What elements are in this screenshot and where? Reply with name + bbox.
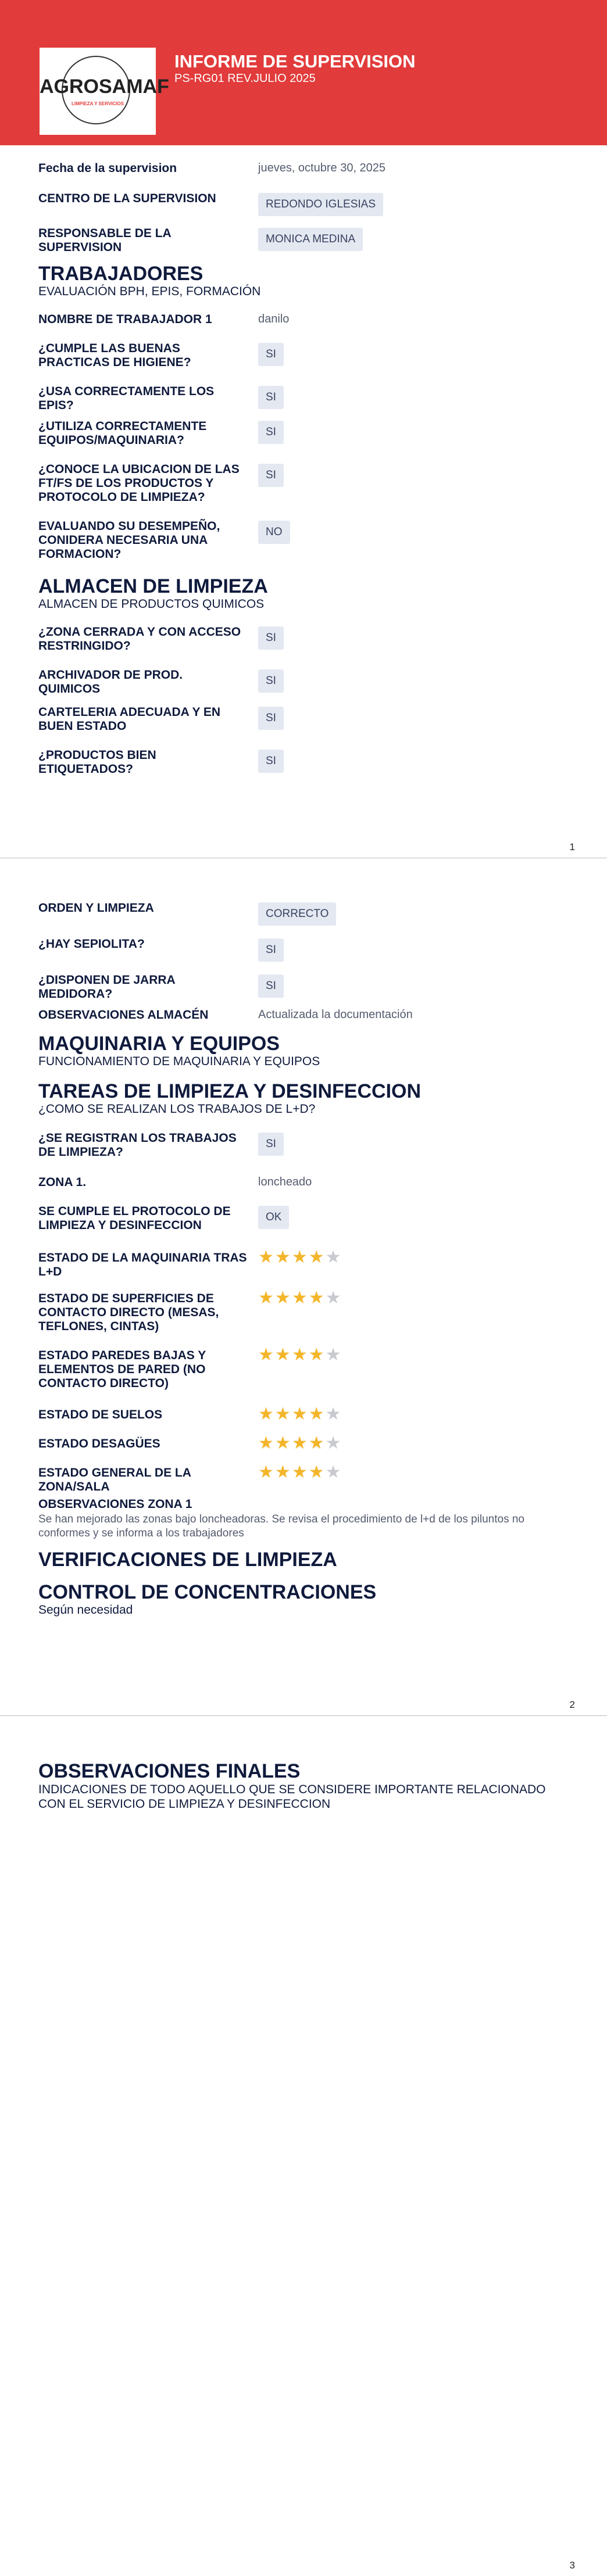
- star-filled-icon[interactable]: ★: [291, 1248, 309, 1267]
- field-value: SI: [258, 974, 284, 998]
- section-subtitle-maquinaria: FUNCIONAMIENTO DE MAQUINARIA Y EQUIPOS: [38, 1055, 320, 1068]
- field-label: Fecha de la supervision: [38, 162, 177, 175]
- star-filled-icon[interactable]: ★: [308, 1434, 326, 1453]
- field-value: SI: [258, 421, 284, 444]
- field-label: OBSERVACIONES ZONA 1: [38, 1497, 192, 1511]
- section-title-tareas: TAREAS DE LIMPIEZA Y DESINFECCION: [38, 1080, 422, 1102]
- star-filled-icon[interactable]: ★: [258, 1345, 275, 1364]
- star-filled-icon[interactable]: ★: [274, 1463, 292, 1482]
- report-header: [0, 0, 607, 145]
- field-label: ORDEN Y LIMPIEZA: [38, 901, 154, 915]
- rating-label: ESTADO DE SUELOS: [38, 1408, 163, 1421]
- field-label: ¿DISPONEN DE JARRA MEDIDORA?: [38, 973, 175, 1001]
- star-filled-icon[interactable]: ★: [258, 1405, 275, 1424]
- field-label: ¿USA CORRECTAMENTE LOS EPIS?: [38, 385, 215, 412]
- star-empty-icon[interactable]: ★: [325, 1434, 342, 1453]
- field-label: ARCHIVADOR DE PROD. QUIMICOS: [38, 668, 183, 696]
- field-value: danilo: [258, 313, 290, 325]
- field-label: ¿CONOCE LA UBICACION DE LAS FT/FS DE LOS PRODUCTOS Y PROTOCOLO DE LIMPIEZA?: [38, 463, 240, 504]
- logo-subtext: LIMPIEZA Y SERVICIOS: [72, 101, 124, 106]
- field-value: Actualizada la documentación: [258, 1008, 413, 1021]
- field-value: SI: [258, 386, 284, 409]
- star-filled-icon[interactable]: ★: [308, 1463, 326, 1482]
- section-title-observaciones-finales: OBSERVACIONES FINALES: [38, 1760, 301, 1782]
- rating-label: ESTADO PAREDES BAJAS Y ELEMENTOS DE PARED (NO CONTACTO DIRECTO): [38, 1349, 206, 1390]
- star-filled-icon[interactable]: ★: [308, 1248, 326, 1267]
- star-empty-icon[interactable]: ★: [325, 1463, 342, 1482]
- field-value: SI: [258, 750, 284, 773]
- report-code: PS-RG01 REV.JULIO 2025: [174, 72, 316, 85]
- star-filled-icon[interactable]: ★: [274, 1288, 292, 1307]
- field-label: ¿SE REGISTRAN LOS TRABAJOS DE LIMPIEZA?: [38, 1131, 237, 1159]
- star-empty-icon[interactable]: ★: [325, 1288, 342, 1307]
- observaciones-zona-1-text: Se han mejorado las zonas bajo loncheadoras. Se revisa el procedimiento de l+d de los piluntos no conformes y se informa a los trabajadores: [38, 1513, 524, 1539]
- field-value: SI: [258, 707, 284, 730]
- company-logo: [40, 48, 169, 135]
- section-subtitle-tareas: ¿COMO SE REALIZAN LOS TRABAJOS DE L+D?: [38, 1102, 316, 1116]
- field-value: SI: [258, 669, 284, 693]
- star-rating[interactable]: [258, 1346, 342, 1364]
- star-filled-icon[interactable]: ★: [274, 1248, 292, 1267]
- field-label: ¿HAY SEPIOLITA?: [38, 937, 145, 951]
- star-filled-icon[interactable]: ★: [258, 1248, 275, 1267]
- field-value: NO: [258, 521, 290, 544]
- field-value: SI: [258, 464, 284, 487]
- star-filled-icon[interactable]: ★: [291, 1434, 309, 1453]
- field-value: CORRECTO: [258, 902, 336, 926]
- page-1: [0, 0, 607, 858]
- page-2: [0, 858, 607, 1715]
- star-filled-icon[interactable]: ★: [274, 1434, 292, 1453]
- star-rating[interactable]: [258, 1289, 342, 1307]
- field-label: OBSERVACIONES ALMACÉN: [38, 1008, 209, 1022]
- star-empty-icon[interactable]: ★: [325, 1248, 342, 1267]
- star-filled-icon[interactable]: ★: [308, 1345, 326, 1364]
- star-empty-icon[interactable]: ★: [325, 1405, 342, 1424]
- page-3: [0, 1716, 607, 2576]
- field-label: NOMBRE DE TRABAJADOR 1: [38, 313, 212, 326]
- field-value: MONICA MEDINA: [258, 228, 363, 251]
- field-label: ¿PRODUCTOS BIEN ETIQUETADOS?: [38, 748, 156, 776]
- rating-label: ESTADO DE LA MAQUINARIA TRAS L+D: [38, 1251, 247, 1278]
- star-filled-icon[interactable]: ★: [274, 1345, 292, 1364]
- section-title-trabajadores: TRABAJADORES: [38, 263, 203, 285]
- section-subtitle-almacen: ALMACEN DE PRODUCTOS QUIMICOS: [38, 597, 265, 611]
- star-empty-icon[interactable]: ★: [325, 1345, 342, 1364]
- rating-label: ESTADO DE SUPERFICIES DE CONTACTO DIRECTO (MESAS, TEFLONES, CINTAS): [38, 1292, 219, 1333]
- field-label: ¿CUMPLE LAS BUENAS PRACTICAS DE HIGIENE?: [38, 342, 191, 369]
- field-label: CENTRO DE LA SUPERVISION: [38, 192, 216, 205]
- field-value: loncheado: [258, 1176, 312, 1188]
- field-value: SI: [258, 1133, 284, 1156]
- rating-label: ESTADO DESAGÜES: [38, 1437, 160, 1450]
- star-rating[interactable]: [258, 1464, 342, 1481]
- star-rating[interactable]: [258, 1249, 342, 1266]
- page-number: 3: [569, 2560, 575, 2571]
- field-label: ¿UTILIZA CORRECTAMENTE EQUIPOS/MAQUINARIA?: [38, 420, 207, 447]
- section-subtitle-trabajadores: EVALUACIÓN BPH, EPIS, FORMACIÓN: [38, 285, 261, 298]
- field-value: REDONDO IGLESIAS: [258, 193, 383, 216]
- star-filled-icon[interactable]: ★: [291, 1463, 309, 1482]
- field-value: SI: [258, 626, 284, 650]
- star-filled-icon[interactable]: ★: [308, 1405, 326, 1424]
- field-label: CARTELERIA ADECUADA Y EN BUEN ESTADO: [38, 705, 221, 733]
- star-filled-icon[interactable]: ★: [291, 1288, 309, 1307]
- logo-text: AGROSAMAF: [40, 76, 169, 98]
- section-title-maquinaria: MAQUINARIA Y EQUIPOS: [38, 1033, 280, 1055]
- section-subtitle-observaciones-finales: INDICACIONES DE TODO AQUELLO QUE SE CONSIDERE IMPORTANTE RELACIONADO CON EL SERVICIO DE LIMPIEZA Y DESINFECCION: [38, 1783, 546, 1811]
- section-title-concentraciones: CONTROL DE CONCENTRACIONES: [38, 1581, 377, 1603]
- field-label: EVALUANDO SU DESEMPEÑO, CONIDERA NECESARIA UNA FORMACION?: [38, 520, 220, 561]
- section-title-almacen: ALMACEN DE LIMPIEZA: [38, 575, 268, 597]
- star-filled-icon[interactable]: ★: [291, 1345, 309, 1364]
- page-number: 2: [569, 1699, 575, 1710]
- rating-label: ESTADO GENERAL DE LA ZONA/SALA: [38, 1466, 191, 1493]
- field-value: OK: [258, 1206, 289, 1229]
- star-rating[interactable]: [258, 1406, 342, 1423]
- field-label: ZONA 1.: [38, 1176, 87, 1189]
- report-title: INFORME DE SUPERVISION: [174, 51, 416, 71]
- page-number: 1: [569, 841, 575, 852]
- star-filled-icon[interactable]: ★: [258, 1463, 275, 1482]
- section-subtitle-concentraciones: Según necesidad: [38, 1603, 133, 1617]
- star-filled-icon[interactable]: ★: [258, 1434, 275, 1453]
- field-label: RESPONSABLE DE LA SUPERVISION: [38, 227, 171, 254]
- field-label: ¿ZONA CERRADA Y CON ACCESO RESTRINGIDO?: [38, 625, 241, 653]
- star-rating[interactable]: [258, 1435, 342, 1452]
- field-value: SI: [258, 343, 284, 366]
- field-value: SI: [258, 938, 284, 962]
- star-filled-icon[interactable]: ★: [274, 1405, 292, 1424]
- section-title-verificaciones: VERIFICACIONES DE LIMPIEZA: [38, 1549, 337, 1571]
- star-filled-icon[interactable]: ★: [291, 1405, 309, 1424]
- field-value: jueves, octubre 30, 2025: [258, 162, 386, 174]
- star-filled-icon[interactable]: ★: [308, 1288, 326, 1307]
- field-label: SE CUMPLE EL PROTOCOLO DE LIMPIEZA Y DESINFECCION: [38, 1205, 231, 1232]
- star-filled-icon[interactable]: ★: [258, 1288, 275, 1307]
